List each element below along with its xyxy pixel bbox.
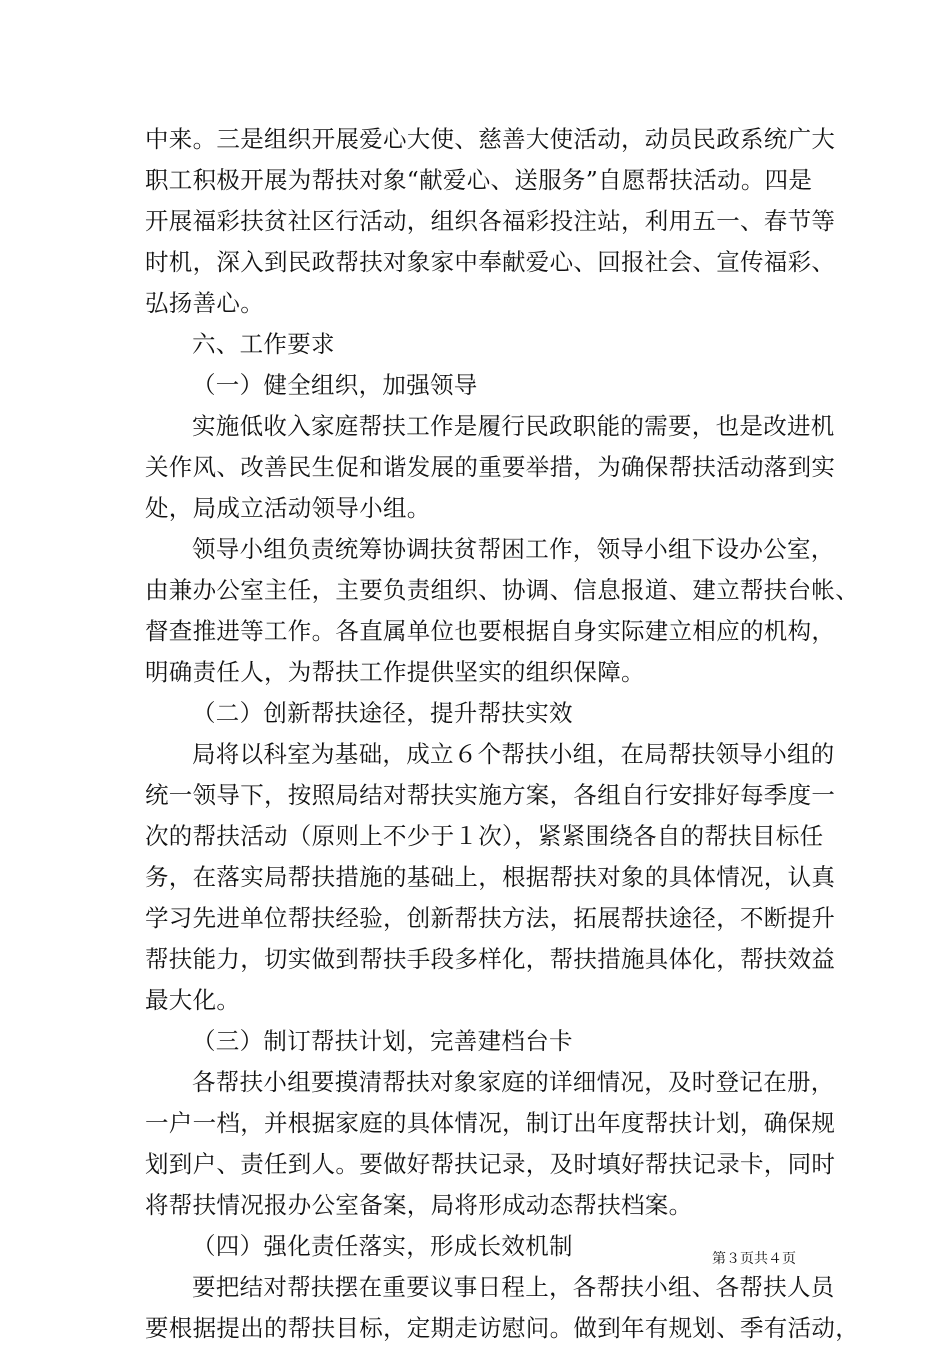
subsection-heading: （三）制订帮扶计划，完善建档台卡 <box>192 1027 573 1055</box>
document-body <box>145 119 859 1349</box>
text-line: 督查推进等工作。各直属单位也要根据自身实际建立相应的机构， <box>145 617 836 645</box>
text-line: 明确责任人，为帮扶工作提供坚实的组织保障。 <box>145 658 645 686</box>
subsection-heading: （二）创新帮扶途径，提升帮扶实效 <box>192 699 573 727</box>
page-number-footer: 第３页共４页 <box>712 1251 796 1267</box>
text-line: 弘扬善心。 <box>145 289 264 317</box>
text-line: 关作风、改善民生促和谐发展的重要举措，为确保帮扶活动落到实 <box>145 453 836 481</box>
text-line: 帮扶能力，切实做到帮扶手段多样化，帮扶措施具体化，帮扶效益 <box>145 945 836 973</box>
text-line: 学习先进单位帮扶经验，创新帮扶方法，拓展帮扶途径，不断提升 <box>145 904 836 932</box>
text-line: 最大化。 <box>145 986 241 1014</box>
text-line: 将帮扶情况报办公室备案，局将形成动态帮扶档案。 <box>145 1191 693 1219</box>
text-line: 统一领导下，按照局结对帮扶实施方案，各组自行安排好每季度一 <box>145 781 836 809</box>
text-line: 一户一档，并根据家庭的具体情况，制订出年度帮扶计划，确保规 <box>145 1109 836 1137</box>
section-heading: 六、工作要求 <box>192 330 335 358</box>
paragraph-first-line: 领导小组负责统筹协调扶贫帮困工作，领导小组下设办公室， <box>192 535 835 563</box>
text-line: 处，局成立活动领导小组。 <box>145 494 431 522</box>
paragraph-first-line: 要把结对帮扶摆在重要议事日程上，各帮扶小组、各帮扶人员 <box>192 1273 835 1301</box>
text-line: 中来。三是组织开展爱心大使、慈善大使活动，动员民政系统广大 <box>145 125 836 153</box>
paragraph-first-line: 各帮扶小组要摸清帮扶对象家庭的详细情况，及时登记在册， <box>192 1068 835 1096</box>
text-line: 时机，深入到民政帮扶对象家中奉献爱心、回报社会、宣传福彩、 <box>145 248 836 276</box>
text-line: 要根据提出的帮扶目标，定期走访慰问。做到年有规划、季有活动， <box>145 1314 859 1342</box>
text-line: 务，在落实局帮扶措施的基础上，根据帮扶对象的具体情况，认真 <box>145 863 836 891</box>
paragraph-first-line: 局将以科室为基础，成立６个帮扶小组，在局帮扶领导小组的 <box>192 740 835 768</box>
text-line: 由兼办公室主任，主要负责组织、协调、信息报道、建立帮扶台帐、 <box>145 576 859 604</box>
text-line: 职工积极开展为帮扶对象“献爱心、送服务”自愿帮扶活动。四是 <box>145 166 813 194</box>
text-line: 划到户、责任到人。要做好帮扶记录，及时填好帮扶记录卡，同时 <box>145 1150 836 1178</box>
subsection-heading: （一）健全组织，加强领导 <box>192 371 478 399</box>
paragraph-first-line: 实施低收入家庭帮扶工作是履行民政职能的需要，也是改进机 <box>192 412 835 440</box>
text-line: 开展福彩扶贫社区行活动，组织各福彩投注站，利用五一、春节等 <box>145 207 836 235</box>
text-line: 次的帮扶活动（原则上不少于１次），紧紧围绕各自的帮扶目标任 <box>145 822 824 850</box>
subsection-heading: （四）强化责任落实，形成长效机制 <box>192 1232 573 1260</box>
